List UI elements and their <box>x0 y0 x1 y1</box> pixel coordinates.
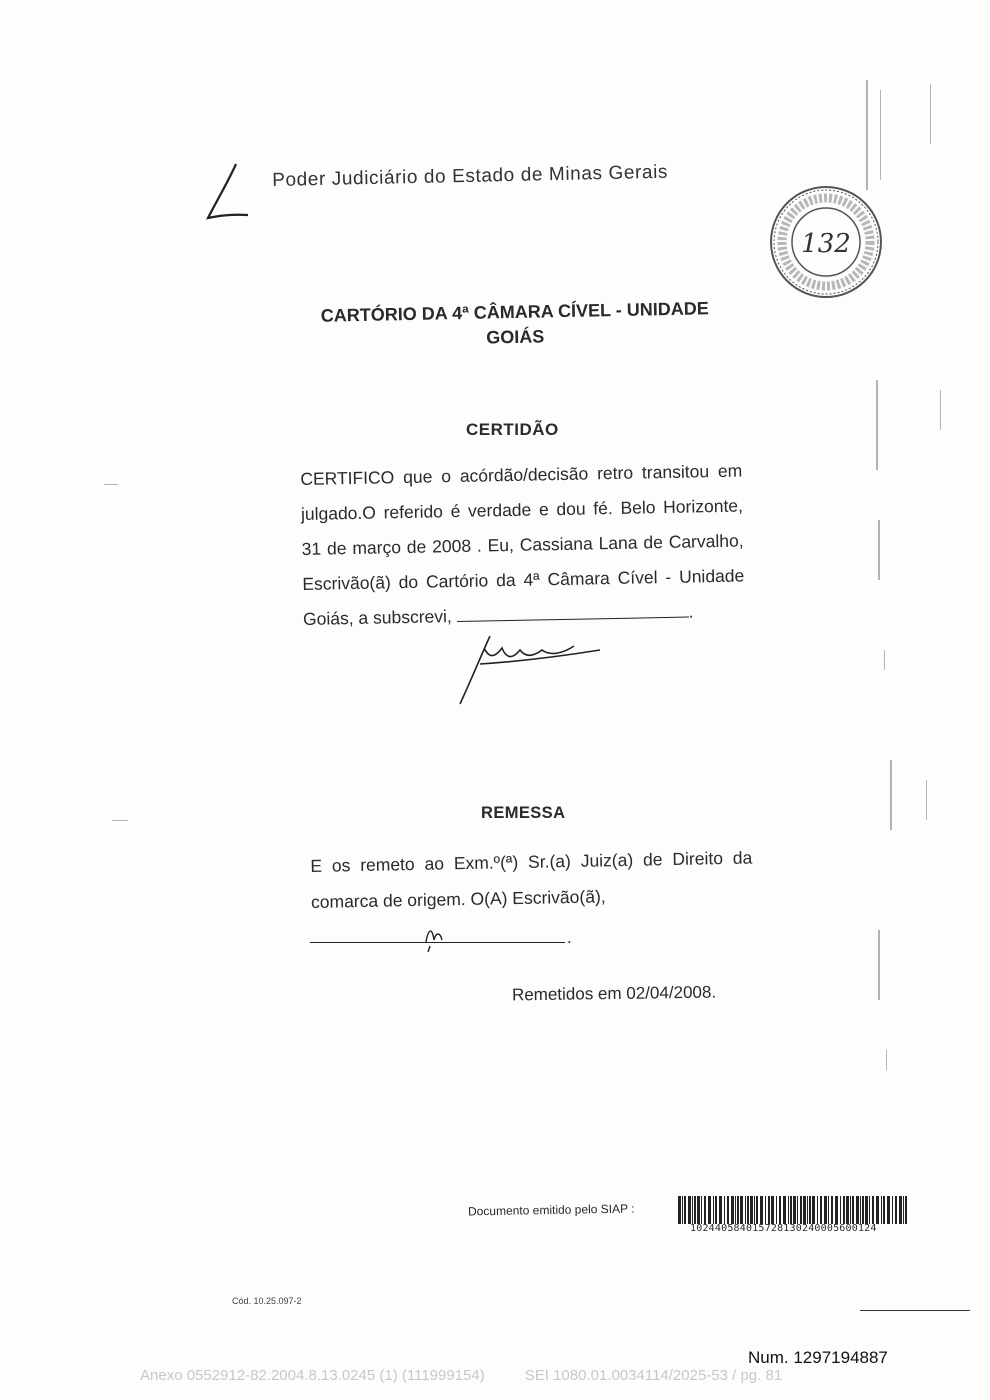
edge-rule <box>860 1310 970 1311</box>
document-barcode <box>678 1196 908 1224</box>
institution-header: Poder Judiciário do Estado de Minas Gerais <box>272 161 669 191</box>
barcode-number: 102440584015728130240005600124 <box>690 1223 877 1234</box>
certidao-text: CERTIFICO que o acórdão/decisão retro transitou em julgado.O referido é verdade e dou fé. Belo Horizonte, 31 de março de 2008 . Eu, Cassiana Lana de Carvalho, Escrivão(ã) do Cartório da 4ª Câmara Cível - Unidade Goiás, a subscrevi, <box>300 460 745 629</box>
seal-number: 132 <box>801 229 851 259</box>
footer-annex-line <box>140 1367 782 1384</box>
form-code: Cód. 10.25.097-2 <box>232 1296 302 1306</box>
signature-line <box>456 599 688 622</box>
office-title-line2: GOIÁS <box>486 326 545 348</box>
remessa-body <box>310 840 753 920</box>
remessa-date: Remetidos em 02/04/2008. <box>511 982 717 1005</box>
annex-reference: Anexo 0552912-82.2004.8.13.0245 (1) (111999154) <box>140 1367 485 1384</box>
handwritten-initial-mark <box>196 160 256 228</box>
certidao-end-punct: . <box>688 601 694 622</box>
document-number: Num. 1297194887 <box>748 1348 888 1367</box>
remessa-text: E os remeto ao Exm.º(ª) Sr.(a) Juiz(a) de Direito da comarca de origem. O(A) Escrivão(ã), <box>310 847 753 912</box>
sei-reference: SEI 1080.01.0034114/2025-53 / pg. 81 <box>524 1367 783 1384</box>
court-seal-stamp <box>768 184 884 300</box>
handwritten-initials <box>418 912 458 954</box>
certidao-heading: CERTIDÃO <box>466 420 559 439</box>
office-title <box>300 296 731 354</box>
remessa-heading: REMESSA <box>481 804 566 822</box>
handwritten-signature <box>450 628 620 708</box>
office-title-line1: CARTÓRIO DA 4ª CÂMARA CÍVEL - UNIDADE <box>320 298 709 326</box>
certidao-body <box>300 454 745 637</box>
remessa-end-punct: . <box>567 928 572 947</box>
siap-label: Documento emitido pelo SIAP : <box>467 1201 635 1219</box>
